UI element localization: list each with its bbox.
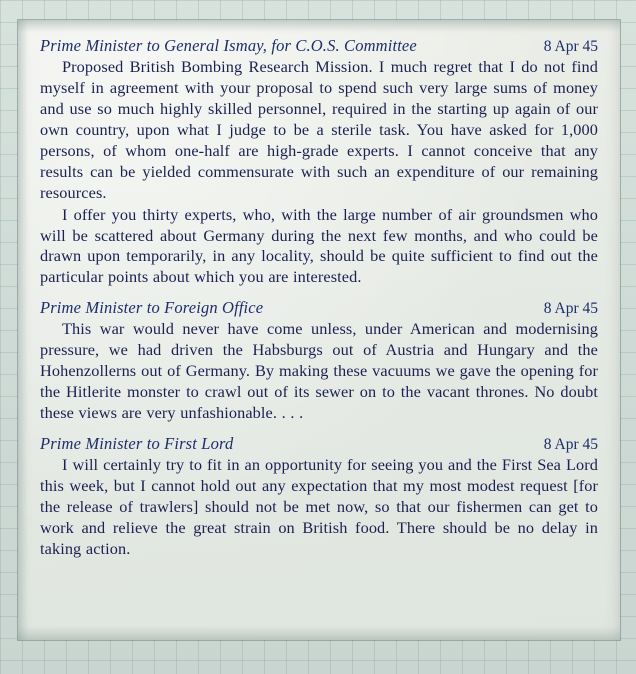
scanned-document-frame xyxy=(18,20,620,640)
entry-paragraph: I offer you thirty experts, who, with the large number of air groundsmen who will be scattered about Germany during the next few months, and who could be drawn upon temporarily, in any locality, should be quite sufficient to find out the particular points about which you are interested. xyxy=(40,204,598,287)
entry-header xyxy=(40,298,598,318)
document-entry xyxy=(40,434,598,560)
entry-header xyxy=(40,36,598,56)
scan-shadow-top xyxy=(18,20,620,32)
scan-shadow-left xyxy=(18,20,28,640)
entry-paragraph: This war would never have come unless, under American and modernising pressure, we had driven the Habsburgs out of Austria and Hungary and the Hohenzollerns out of Germany. By making these vacuums we gave the opening for the Hitlerite monster to crawl out of its sewer on to the vacant thrones. No doubt these views are very unfashionable. . . . xyxy=(40,319,598,423)
entry-title: Prime Minister to First Lord xyxy=(40,434,234,453)
document-body xyxy=(18,20,620,640)
entry-paragraph: Proposed British Bombing Research Mission. I much regret that I do not find myself in agreement with your proposal to spend such very large sums of money and use so much highly skilled personnel, required in the starting up again of our own country, upon what I judge to be a sterile task. You have asked for 1,000 persons, of whom one-half are high-grade experts. I cannot conceive that any results can be yielded commensurate with such an expenditure of our remaining resources. xyxy=(40,57,598,202)
entry-date: 8 Apr 45 xyxy=(543,300,598,318)
scan-shadow-bottom xyxy=(18,626,620,640)
entry-date: 8 Apr 45 xyxy=(543,436,598,453)
document-entry xyxy=(40,298,598,424)
entry-title: Prime Minister to General Ismay, for C.O.S. Committee xyxy=(40,36,417,55)
document-entry xyxy=(40,36,598,288)
entry-header xyxy=(40,434,598,454)
entry-title: Prime Minister to Foreign Office xyxy=(40,298,264,318)
entry-date: 8 Apr 45 xyxy=(543,38,598,55)
entry-paragraph: I will certainly try to fit in an opportunity for seeing you and the First Sea Lord this week, but I cannot hold out any expectation that my most modest request [for the release of trawlers] should not be met now, so that our fishermen can get to work and relieve the great strain on British food. There should be no delay in taking action. xyxy=(40,455,598,558)
